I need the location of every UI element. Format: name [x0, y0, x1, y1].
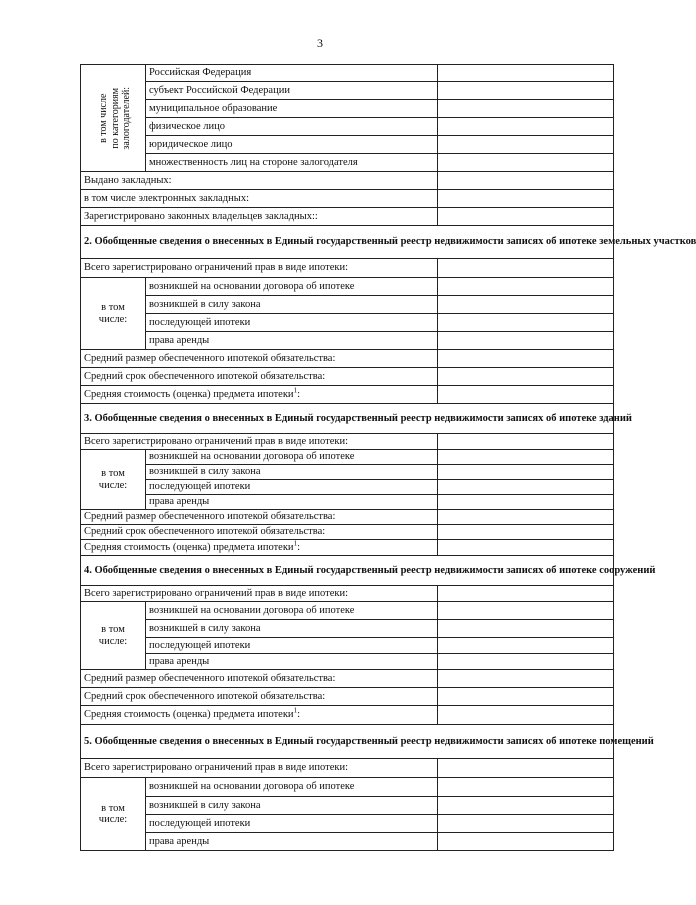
section-title: 3. Обобщенные сведения о внесенных в Единый государственный реестр недвижимости записях об ипотеке зданий — [81, 404, 614, 434]
value-cell — [438, 82, 614, 100]
total-label: Всего зарегистрировано ограничений прав в виде ипотеки: — [81, 434, 438, 450]
value-cell — [438, 190, 614, 208]
sub-item-label: возникшей на основании договора об ипотеке — [146, 602, 438, 620]
table-row — [81, 670, 614, 688]
table-row — [81, 540, 614, 556]
table-row — [81, 654, 614, 670]
table-row — [81, 450, 614, 465]
avg-value-label: Средняя стоимость (оценка) предмета ипотеки$^1$: — [81, 706, 438, 725]
footnote-marker: 1 — [293, 539, 298, 548]
table-row — [81, 259, 614, 278]
value-cell — [438, 154, 614, 172]
table-row — [81, 620, 614, 638]
table-row — [81, 602, 614, 620]
value-cell — [438, 259, 614, 278]
sub-item-label: возникшей в силу закона — [146, 620, 438, 638]
section-title: 4. Обобщенные сведения о внесенных в Единый государственный реестр недвижимости записях об ипотеке сооружений — [81, 556, 614, 586]
value-cell — [438, 778, 614, 797]
table-row — [81, 510, 614, 525]
value-cell — [438, 510, 614, 525]
value-cell — [438, 434, 614, 450]
value-cell — [438, 314, 614, 332]
sub-item-label: возникшей в силу закона — [146, 797, 438, 815]
table-row — [81, 465, 614, 480]
value-cell — [438, 208, 614, 226]
total-label: Всего зарегистрировано ограничений прав в виде ипотеки: — [81, 259, 438, 278]
category-label: субъект Российской Федерации — [146, 82, 438, 100]
value-cell — [438, 602, 614, 620]
table-row — [81, 688, 614, 706]
table-row — [81, 314, 614, 332]
footnote-marker: 1 — [293, 706, 298, 715]
section-title-row — [81, 226, 614, 259]
table-row — [81, 480, 614, 495]
sub-item-label: возникшей на основании договора об ипотеке — [146, 278, 438, 296]
sub-item-label: последующей ипотеки — [146, 638, 438, 654]
value-cell — [438, 540, 614, 556]
table-row — [81, 434, 614, 450]
footnote-marker: 1 — [293, 386, 298, 395]
table-row — [81, 350, 614, 368]
category-label: Российская Федерация — [146, 65, 438, 82]
group-label: в том числе: — [81, 278, 146, 350]
value-cell — [438, 706, 614, 725]
table-row — [81, 296, 614, 314]
value-cell — [438, 620, 614, 638]
sub-item-label: права аренды — [146, 495, 438, 510]
value-cell — [438, 278, 614, 296]
sub-item-label: последующей ипотеки — [146, 480, 438, 495]
category-label: юридическое лицо — [146, 136, 438, 154]
value-cell — [438, 525, 614, 540]
value-cell — [438, 688, 614, 706]
value-cell — [438, 586, 614, 602]
value-cell — [438, 815, 614, 833]
avg-term-label: Средний срок обеспеченного ипотекой обязательства: — [81, 368, 438, 386]
categories-label-cell — [81, 65, 146, 172]
avg-term-label: Средний срок обеспеченного ипотекой обязательства: — [81, 525, 438, 540]
table-row — [81, 525, 614, 540]
avg-value-label: Средняя стоимость (оценка) предмета ипотеки$^1$: — [81, 386, 438, 404]
value-cell — [438, 480, 614, 495]
value-cell — [438, 797, 614, 815]
sub-item-label: последующей ипотеки — [146, 314, 438, 332]
table-row — [81, 278, 614, 296]
table-row — [81, 778, 614, 797]
table-row — [81, 586, 614, 602]
table-row — [81, 118, 614, 136]
value-cell — [438, 654, 614, 670]
value-cell — [438, 759, 614, 778]
page-number: 3 — [317, 36, 323, 50]
sub-item-label: возникшей на основании договора об ипотеке — [146, 778, 438, 797]
section-title-row — [81, 404, 614, 434]
category-label: физическое лицо — [146, 118, 438, 136]
value-cell — [438, 332, 614, 350]
issued-mortgages-label: Выдано закладных: — [81, 172, 438, 190]
table-row — [81, 65, 614, 82]
value-cell — [438, 118, 614, 136]
value-cell — [438, 100, 614, 118]
categories-label: в том числе по категориям залогодателей: — [98, 86, 133, 150]
table-row — [81, 368, 614, 386]
sub-item-label: права аренды — [146, 654, 438, 670]
value-cell — [438, 465, 614, 480]
registered-holders-label: Зарегистрировано законных владельцев закладных:: — [81, 208, 438, 226]
table-row — [81, 82, 614, 100]
table-row — [81, 638, 614, 654]
value-cell — [438, 65, 614, 82]
avg-size-label: Средний размер обеспеченного ипотекой обязательства: — [81, 670, 438, 688]
value-cell — [438, 172, 614, 190]
table-row — [81, 495, 614, 510]
value-cell — [438, 296, 614, 314]
table-row — [81, 797, 614, 815]
category-label: муниципальное образование — [146, 100, 438, 118]
table-row — [81, 759, 614, 778]
category-label: множественность лиц на стороне залогодателя — [146, 154, 438, 172]
sub-item-label: права аренды — [146, 833, 438, 851]
value-cell — [438, 450, 614, 465]
section-title: 2. Обобщенные сведения о внесенных в Единый государственный реестр недвижимости записях об ипотеке земельных участков — [81, 226, 614, 259]
table-row — [81, 706, 614, 725]
table-row — [81, 136, 614, 154]
total-label: Всего зарегистрировано ограничений прав в виде ипотеки: — [81, 586, 438, 602]
section-title-row — [81, 556, 614, 586]
table-row — [81, 172, 614, 190]
sub-item-label: права аренды — [146, 332, 438, 350]
group-label: в том числе: — [81, 450, 146, 510]
total-label: Всего зарегистрировано ограничений прав в виде ипотеки: — [81, 759, 438, 778]
avg-value-label: Средняя стоимость (оценка) предмета ипотеки$^1$: — [81, 540, 438, 556]
value-cell — [438, 368, 614, 386]
section-title-row — [81, 725, 614, 759]
value-cell — [438, 386, 614, 404]
section-title: 5. Обобщенные сведения о внесенных в Единый государственный реестр недвижимости записях об ипотеке помещений — [81, 725, 614, 759]
value-cell — [438, 833, 614, 851]
sub-item-label: возникшей на основании договора об ипотеке — [146, 450, 438, 465]
group-label: в том числе: — [81, 778, 146, 851]
sub-item-label: возникшей в силу закона — [146, 296, 438, 314]
value-cell — [438, 350, 614, 368]
table-row — [81, 208, 614, 226]
table-row — [81, 190, 614, 208]
value-cell — [438, 670, 614, 688]
statistics-form-table — [80, 64, 696, 851]
value-cell — [438, 136, 614, 154]
table-row — [81, 833, 614, 851]
avg-size-label: Средний размер обеспеченного ипотекой обязательства: — [81, 350, 438, 368]
sub-item-label: последующей ипотеки — [146, 815, 438, 833]
table-row — [81, 332, 614, 350]
table-row — [81, 815, 614, 833]
group-label: в том числе: — [81, 602, 146, 670]
table-row — [81, 154, 614, 172]
table-row — [81, 100, 614, 118]
sub-item-label: возникшей в силу закона — [146, 465, 438, 480]
value-cell — [438, 495, 614, 510]
electronic-mortgages-label: в том числе электронных закладных: — [81, 190, 438, 208]
avg-term-label: Средний срок обеспеченного ипотекой обязательства: — [81, 688, 438, 706]
avg-size-label: Средний размер обеспеченного ипотекой обязательства: — [81, 510, 438, 525]
table-row — [81, 386, 614, 404]
value-cell — [438, 638, 614, 654]
